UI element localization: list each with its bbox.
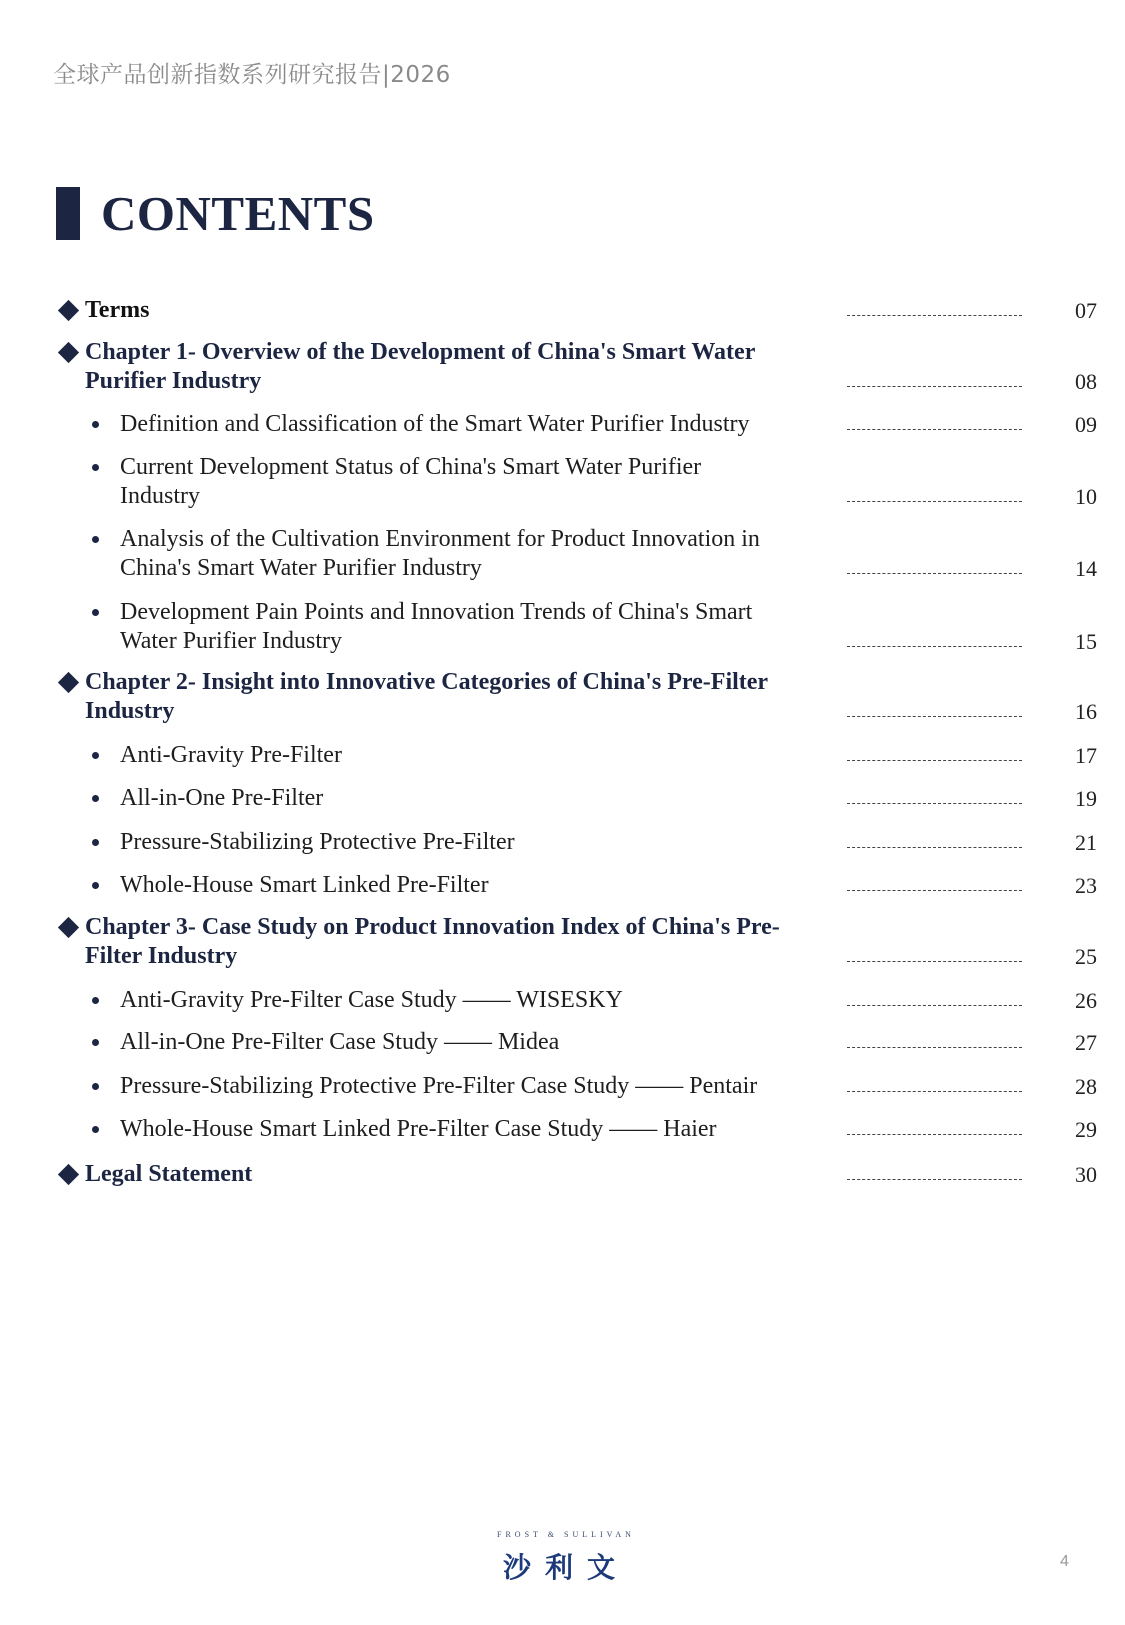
toc-section-title[interactable]: Whole-House Smart Linked Pre-Filter <box>120 872 489 898</box>
toc-section-title[interactable]: All-in-One Pre-Filter Case Study —— Midea <box>120 1029 560 1055</box>
dot-bullet-icon <box>92 536 99 543</box>
diamond-bullet-icon <box>58 672 79 693</box>
toc-dot-leader <box>847 716 1022 717</box>
toc-dot-leader <box>847 1005 1022 1006</box>
dot-bullet-icon <box>92 752 99 759</box>
toc-dot-leader <box>847 760 1022 761</box>
toc-page-number[interactable]: 09 <box>1075 412 1097 437</box>
toc-page-number[interactable]: 17 <box>1075 743 1097 768</box>
toc-section-title[interactable]: China's Smart Water Purifier Industry <box>120 555 482 581</box>
toc-page-number[interactable]: 25 <box>1075 944 1097 969</box>
heading-accent-bar <box>56 187 80 240</box>
toc-chapter-title[interactable]: Terms <box>85 297 150 323</box>
toc-section-title[interactable]: Definition and Classification of the Smart Water Purifier Industry <box>120 411 750 437</box>
toc-section-title[interactable]: Current Development Status of China's Smart Water Purifier <box>120 454 702 480</box>
toc-page-number[interactable]: 30 <box>1075 1162 1097 1187</box>
toc-dot-leader <box>847 1091 1022 1092</box>
toc-dot-leader <box>847 847 1022 848</box>
toc-chapter-title[interactable]: Industry <box>85 698 175 724</box>
toc-section-title[interactable]: Pressure-Stabilizing Protective Pre-Filter Case Study —— Pentair <box>120 1073 758 1099</box>
toc-dot-leader <box>847 315 1022 316</box>
toc-dot-leader <box>847 1134 1022 1135</box>
toc-dot-leader <box>847 890 1022 891</box>
toc-page-number[interactable]: 15 <box>1075 629 1097 654</box>
toc-dot-leader <box>847 386 1022 387</box>
dot-bullet-icon <box>92 464 99 471</box>
toc-page-number[interactable]: 19 <box>1075 786 1097 811</box>
toc-chapter-title[interactable]: Chapter 2- Insight into Innovative Categories of China's Pre-Filter <box>85 669 769 695</box>
diamond-bullet-icon <box>58 917 79 938</box>
toc-page-number[interactable]: 27 <box>1075 1030 1097 1055</box>
contents-title: CONTENTS <box>101 185 375 241</box>
toc-chapter-title[interactable]: Purifier Industry <box>85 368 262 394</box>
toc-dot-leader <box>847 1179 1022 1180</box>
toc-section-title[interactable]: Pressure-Stabilizing Protective Pre-Filter <box>120 829 515 855</box>
toc-dot-leader <box>847 961 1022 962</box>
toc-chapter-title[interactable]: Filter Industry <box>85 943 238 969</box>
toc-section-title[interactable]: Whole-House Smart Linked Pre-Filter Case Study —— Haier <box>120 1116 717 1142</box>
contents-heading <box>56 186 375 240</box>
running-header: 全球产品创新指数系列研究报告|2026 <box>53 62 451 88</box>
toc-chapter-title[interactable]: Legal Statement <box>85 1161 253 1187</box>
toc-page-number[interactable]: 16 <box>1075 699 1097 724</box>
toc-section-title[interactable]: Anti-Gravity Pre-Filter <box>120 742 342 768</box>
toc-page-number[interactable]: 29 <box>1075 1117 1097 1142</box>
toc-chapter-title[interactable]: Chapter 3- Case Study on Product Innovation Index of China's Pre- <box>85 914 780 940</box>
dot-bullet-icon <box>92 1126 99 1133</box>
toc-section-title[interactable]: Analysis of the Cultivation Environment for Product Innovation in <box>120 526 760 552</box>
toc-section-title[interactable]: Development Pain Points and Innovation Trends of China's Smart <box>120 599 753 625</box>
toc-page-number[interactable]: 23 <box>1075 873 1097 898</box>
toc-page-number[interactable]: 08 <box>1075 369 1097 394</box>
page-number: 4 <box>1060 1553 1069 1570</box>
toc-page-number[interactable]: 26 <box>1075 988 1097 1013</box>
toc-section-title[interactable]: Industry <box>120 483 200 509</box>
toc-section-title[interactable]: Water Purifier Industry <box>120 628 342 654</box>
toc-page-number[interactable]: 21 <box>1075 830 1097 855</box>
toc-dot-leader <box>847 501 1022 502</box>
toc-page-number[interactable]: 14 <box>1075 556 1097 581</box>
toc-page-number[interactable]: 07 <box>1075 298 1097 323</box>
toc-dot-leader <box>847 646 1022 647</box>
toc-dot-leader <box>847 429 1022 430</box>
logo-english-text: FROST & SULLIVAN <box>497 1530 635 1539</box>
dot-bullet-icon <box>92 609 99 616</box>
diamond-bullet-icon <box>58 342 79 363</box>
toc-dot-leader <box>847 573 1022 574</box>
dot-bullet-icon <box>92 1083 99 1090</box>
frost-sullivan-logo <box>486 1530 646 1590</box>
dot-bullet-icon <box>92 1039 99 1046</box>
toc-page-number[interactable]: 10 <box>1075 484 1097 509</box>
logo-chinese-text: 沙利文 <box>502 1551 629 1584</box>
diamond-bullet-icon <box>58 1164 79 1185</box>
dot-bullet-icon <box>92 795 99 802</box>
toc-page-number[interactable]: 28 <box>1075 1074 1097 1099</box>
dot-bullet-icon <box>92 882 99 889</box>
diamond-bullet-icon <box>58 300 79 321</box>
toc-dot-leader <box>847 803 1022 804</box>
toc-section-title[interactable]: Anti-Gravity Pre-Filter Case Study —— WISESKY <box>120 987 623 1013</box>
toc-section-title[interactable]: All-in-One Pre-Filter <box>120 785 324 811</box>
toc-dot-leader <box>847 1047 1022 1048</box>
toc-chapter-title[interactable]: Chapter 1- Overview of the Development of China's Smart Water <box>85 339 756 365</box>
dot-bullet-icon <box>92 997 99 1004</box>
dot-bullet-icon <box>92 839 99 846</box>
dot-bullet-icon <box>92 421 99 428</box>
